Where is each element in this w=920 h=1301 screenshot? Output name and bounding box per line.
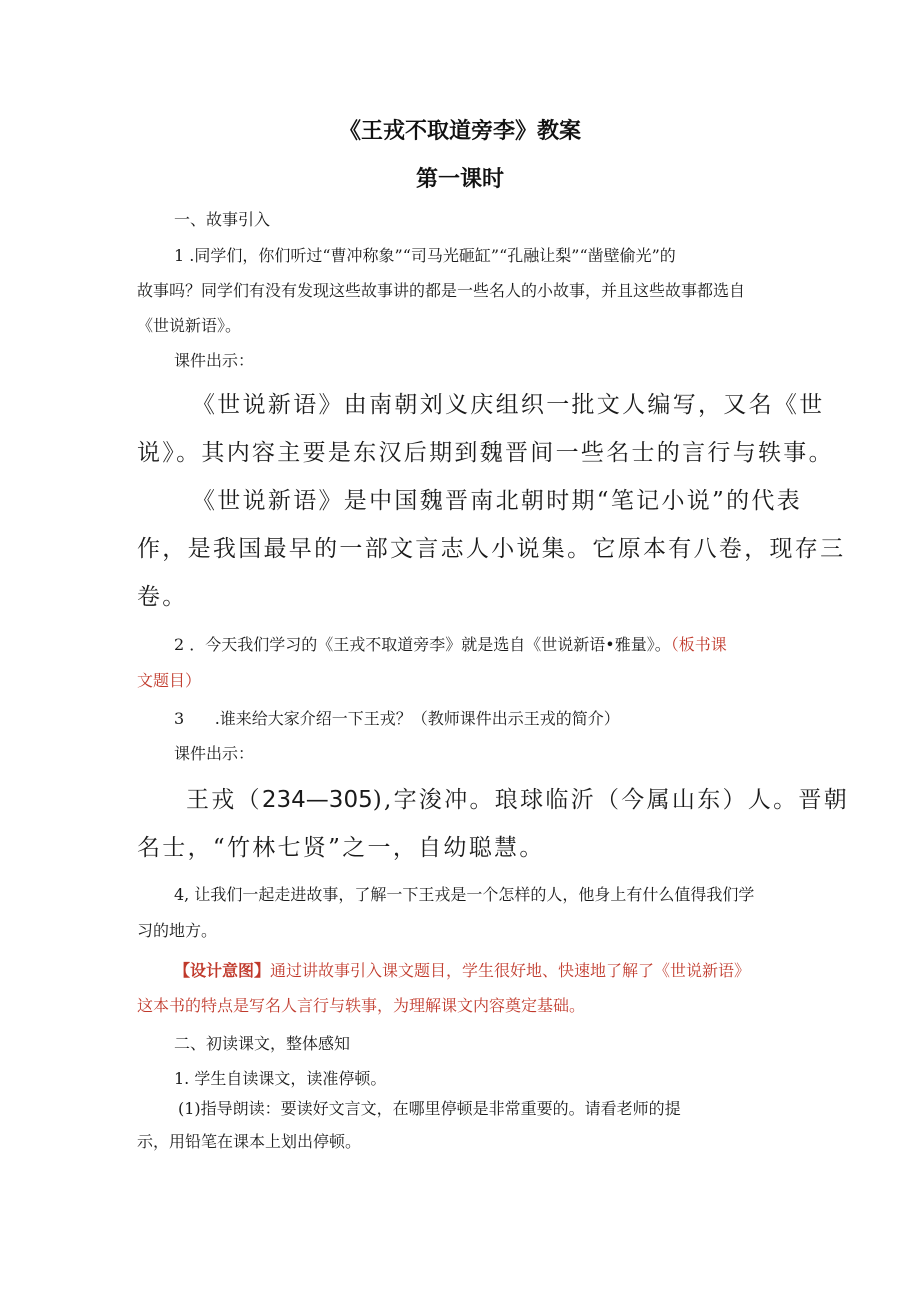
item2-line1 — [174, 630, 727, 660]
item1-number: 1 — [174, 246, 185, 265]
section2-sub1-line1: (1)指导朗读：要读好文言文，在哪里停顿是非常重要的。请看老师的提 — [178, 1099, 681, 1118]
item1-line1 — [174, 241, 676, 271]
item3-line — [174, 704, 620, 734]
document-title: 《王戎不取道旁李》教案 — [338, 119, 581, 144]
courseware1-para2-line3: 卷。 — [137, 584, 188, 610]
item1-line3: 《世说新语》。 — [137, 316, 242, 335]
item1-line2: 故事吗？同学们有没有发现这些故事讲的都是一些名人的小故事，并且这些故事都选自 — [137, 281, 746, 300]
lesson-subtitle: 第一课时 — [415, 167, 504, 192]
courseware1-para2-line1: 《世说新语》是中国魏晋南北朝时期“笔记小说”的代表 — [192, 488, 803, 514]
item2-note-line2: 文题目） — [137, 671, 202, 690]
section1-heading: 一、故事引入 — [174, 210, 271, 229]
design-intent-text: 通过讲故事引入课文题目，学生很好地、快速地了解了《世说新语》 — [270, 961, 751, 980]
item4-line1: 4, 让我们一起走进故事，了解一下王戎是一个怎样的人，他身上有什么值得我们学 — [174, 885, 755, 904]
courseware2-line1-a: 王戎（ — [186, 787, 262, 813]
item3-text: .谁来给大家介绍一下王戎？（教师课件出示王戎的简介） — [214, 709, 620, 728]
item1-text: .同学们，你们听过“曹冲称象”“司马光砸缸”“孔融让梨”“凿壁偷光”的 — [189, 246, 676, 265]
design-intent-line1 — [174, 956, 750, 986]
courseware1-para2-line2: 作，是我国最早的一部文言志人小说集。它原本有八卷，现存三 — [137, 536, 846, 562]
item2-number: 2 — [174, 635, 185, 654]
courseware2-line1 — [186, 774, 849, 826]
courseware2-line2: 名士，“竹林七贤”之一，自幼聪慧。 — [137, 835, 545, 861]
item2-note: （板书课 — [670, 635, 727, 654]
courseware1-para1-line2: 说》。其内容主要是东汉后期到魏晋间一些名士的言行与轶事。 — [137, 440, 834, 466]
courseware-label-1: 课件出示： — [174, 351, 255, 370]
courseware-label-2: 课件出示： — [174, 744, 255, 763]
item3-number: 3 — [174, 709, 185, 728]
section2-sub1-line2: 示，用铅笔在课本上划出停顿。 — [137, 1132, 362, 1151]
item4-line2: 习的地方。 — [137, 921, 218, 940]
courseware1-para1-line1: 《世说新语》由南朝刘义庆组织一批文人编写，又名《世 — [192, 392, 825, 418]
design-intent-label: 【设计意图】 — [174, 961, 271, 980]
design-intent-line2: 这本书的特点是写名人言行与轶事，为理解课文内容奠定基础。 — [137, 996, 586, 1015]
section2-heading: 二、初读课文，整体感知 — [174, 1034, 351, 1053]
courseware2-line1-b: ),字浚冲。琅球临沂（今属山东）人。晋朝 — [372, 787, 850, 813]
item2-text: ．今天我们学习的《王戎不取道旁李》就是选自《世说新语•雅量》。 — [189, 635, 671, 654]
courseware2-years: 234—305 — [261, 787, 373, 813]
section2-item1: 1. 学生自读课文，读准停顿。 — [174, 1069, 387, 1088]
